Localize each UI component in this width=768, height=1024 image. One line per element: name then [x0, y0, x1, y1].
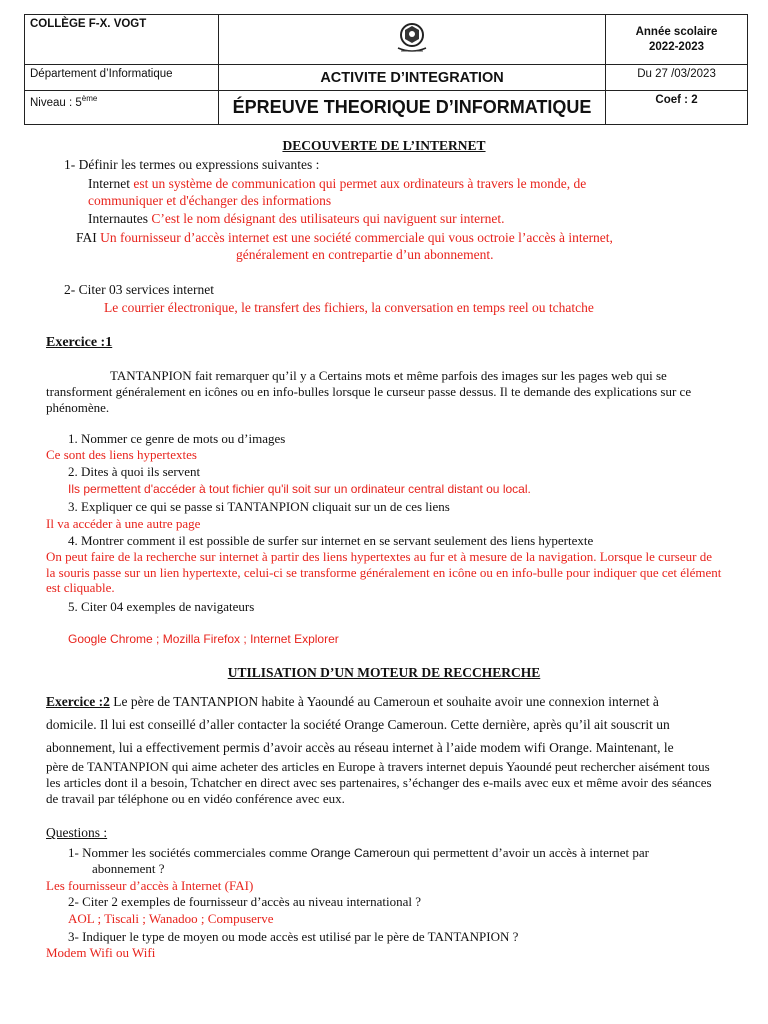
ex1-question-3: 3. Expliquer ce qui se passe si TANTANPION cliquait sur un de ces liens	[68, 499, 450, 514]
ex1-answer-2: Ils permettent d'accéder à tout fichier qu'il soit sur un ordinateur central distant ou local.	[68, 482, 531, 496]
level-sup: ème	[81, 94, 98, 103]
fai-term: FAI	[76, 230, 97, 245]
ex2-answer-3: Modem Wifi ou Wifi	[46, 945, 156, 960]
section-title-search: UTILISATION D’UN MOTEUR DE RECCHERCHE	[227, 665, 541, 680]
ex2-q1-part-d: abonnement ?	[92, 861, 165, 876]
fai-def-1: Un fournisseur d’accès internet est une société commerciale qui vous octroie l’accès à internet,	[96, 230, 613, 245]
logo-cell	[219, 15, 606, 65]
ex1-answer-1: Ce sont des liens hypertextes	[46, 447, 197, 462]
ex2-question-2: 2- Citer 2 exemples de fournisseur d’accès au niveau international ?	[68, 894, 422, 909]
ex2-answer-2: AOL ; Tiscali ; Wanadoo ; Compuserve	[68, 911, 274, 926]
exercise-2-title: Exercice :2	[46, 694, 110, 709]
ex1-question-1: 1. Nommer ce genre de mots ou d’images	[68, 431, 286, 446]
ex2-text-4: père de TANTANPION qui aime acheter des articles en Europe à travers internet depuis Yaoundé peut rechercher aisément tous les articles dont il a besoin, Tchatcher en direct avec ses partenaires, s’échanger des e-mails avec eux et même avoir des séances de travail par téléphone ou en vidéo conférence avec eux.	[46, 759, 712, 806]
s1-answer-2: Le courrier électronique, le transfert des fichiers, la conversation en temps reel ou tchatche	[104, 300, 594, 315]
section-title-internet: DECOUVERTE DE L’INTERNET	[282, 138, 486, 153]
exercise-1-title: Exercice :1	[46, 335, 113, 350]
school-crest-icon	[392, 20, 432, 56]
ex2-q1-part-c: qui permettent d’avoir un accès à internet par	[409, 845, 649, 860]
internet-definition	[88, 176, 586, 192]
ex2-text-1: Le père de TANTANPION habite à Yaoundé au Cameroun et souhaite avoir une connexion internet à	[109, 694, 659, 709]
s1-question-2: 2- Citer 03 services internet	[64, 282, 214, 297]
internautes-definition	[88, 211, 505, 227]
ex2-question-3: 3- Indiquer le type de moyen ou mode accès est utilisé par le père de TANTANPION ?	[68, 929, 519, 944]
school-year-value: 2022-2023	[649, 41, 705, 53]
level: Niveau : 5	[30, 96, 82, 109]
internet-def-1: est un système de communication qui permet aux ordinateurs à travers le monde, de	[129, 176, 587, 191]
ex1-answer-4: On peut faire de la recherche sur internet à partir des liens hypertextes au fur et à mesure de la navigation. Lorsque le curseur de la souris passe sur un lien hypertexte, celui-ci se transforme généralement en icône ou en info-bulle pour indiquer que cet élément est cliquable.	[46, 549, 722, 595]
school-name: COLLÈGE F-X. VOGT	[25, 15, 219, 65]
internautes-term: Internautes	[88, 211, 148, 226]
s1-question-1: 1- Définir les termes ou expressions suivantes :	[64, 157, 320, 172]
ex2-question-1	[68, 845, 649, 861]
exercise-1-intro: TANTANPION fait remarquer qu’il y a Certains mots et même parfois des images sur les pages web qui se transforment généralement en icônes ou en info-bulles lorsque le curseur passe dessus. Il te demande des explications sur ce phénomène.	[46, 368, 692, 415]
fai-def-2: généralement en contrepartie d’un abonnement.	[236, 247, 494, 262]
fai-definition	[76, 230, 613, 246]
internet-term: Internet	[88, 176, 130, 191]
ex1-answer-5: Google Chrome ; Mozilla Firefox ; Internet Explorer	[68, 632, 339, 646]
ex2-text-2: domicile. Il lui est conseillé d’aller contacter la société Orange Cameroun. Cette dernière, après qu’il ait souscrit un	[46, 717, 670, 732]
questions-label: Questions :	[46, 825, 108, 840]
ex2-text-3: abonnement, lui a effectivement permis d’avoir accès au réseau internet à l’aide modem wifi Orange. Maintenant, le	[46, 740, 674, 755]
date: Du 27 /03/2023	[606, 65, 748, 91]
internautes-def: C’est le nom désignant des utilisateurs qui naviguent sur internet.	[147, 211, 505, 226]
header-table	[24, 14, 748, 125]
school-year-label: Année scolaire	[635, 26, 718, 38]
department: Département d’Informatique	[25, 65, 219, 91]
ex2-answer-1: Les fournisseur d’accès à Internet (FAI)	[46, 878, 254, 893]
activity-title: ACTIVITE D’INTEGRATION	[320, 69, 504, 86]
ex1-question-5: 5. Citer 04 exemples de navigateurs	[68, 599, 255, 614]
ex1-question-4: 4. Montrer comment il est possible de surfer sur internet en se servant seulement des liens hypertexte	[68, 533, 594, 548]
ex2-q1-part-a: 1- Nommer les sociétés commerciales comme	[68, 845, 311, 860]
exam-title: ÉPREUVE THEORIQUE D’INFORMATIQUE	[232, 97, 592, 117]
ex1-answer-3: Il va accéder à une autre page	[46, 516, 201, 531]
ex1-question-2: 2. Dites à quoi ils servent	[68, 464, 201, 479]
coef: Coef : 2	[606, 91, 748, 125]
ex2-q1-company: Orange Cameroun	[310, 846, 410, 860]
internet-def-2: communiquer et d'échanger des informations	[88, 193, 332, 208]
